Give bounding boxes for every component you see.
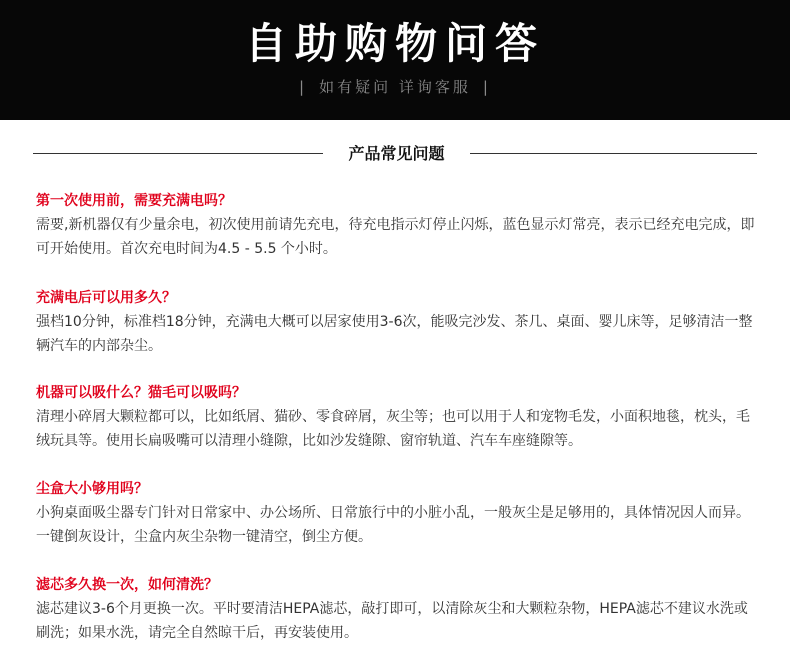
faq-answer: 清理小碎屑大颗粒都可以，比如纸屑、猫砂、零食碎屑，灰尘等；也可以用于人和宠物毛发，小面积地毯，枕头，毛绒玩具等。使用长扁吸嘴可以清理小缝隙，比如沙发缝隙、窗帘轨道、汽车车座缝隙等。 [36, 409, 750, 449]
page-subtitle [0, 77, 790, 97]
subtitle-divider-left: | [299, 78, 308, 96]
faq-answer: 强档10分钟，标准档18分钟，充满电大概可以居家使用3-6次，能吸完沙发、茶几、桌面、婴儿床等，足够清洁一整辆汽车的内部杂尘。 [36, 314, 753, 354]
faq-item [36, 288, 760, 358]
faq-item [36, 383, 760, 453]
subtitle-text: 如有疑问 详询客服 [319, 78, 471, 96]
section-rule-right [470, 153, 757, 154]
faq-question: 机器可以吸什么？猫毛可以吸吗？ [36, 385, 246, 401]
faq-item [36, 191, 760, 261]
faq-question: 第一次使用前，需要充满电吗？ [36, 193, 232, 209]
faq-question: 尘盒大小够用吗？ [36, 481, 148, 497]
faq-answer: 滤芯建议3-6个月更换一次。平时要清洁HEPA滤芯，敲打即可，以清除灰尘和大颗粒杂物，HEPA滤芯不建议水洗或刷洗；如果水洗，请完全自然晾干后，再安装使用。 [36, 601, 748, 641]
faq-item [36, 575, 760, 645]
section-rule-left [33, 153, 323, 154]
faq-item [36, 479, 760, 549]
faq-question: 充满电后可以用多久？ [36, 290, 176, 306]
faq-question: 滤芯多久换一次，如何清洗？ [36, 577, 218, 593]
faq-answer: 小狗桌面吸尘器专门针对日常家中、办公场所、日常旅行中的小脏小乱，一般灰尘是足够用的，具体情况因人而异。一键倒灰设计，尘盒内灰尘杂物一键清空，倒尘方便。 [36, 505, 750, 545]
subtitle-divider-right: | [482, 78, 491, 96]
section-title: 产品常见问题 [348, 144, 445, 163]
faq-answer: 需要,新机器仅有少量余电，初次使用前请先充电，待充电指示灯停止闪烁，蓝色显示灯常亮，表示已经充电完成，即可开始使用。首次充电时间为4.5 - 5.5 个小时。 [36, 217, 755, 257]
page-title: 自助购物问答 [244, 19, 545, 68]
section-heading [0, 142, 790, 166]
page-header [0, 0, 790, 120]
